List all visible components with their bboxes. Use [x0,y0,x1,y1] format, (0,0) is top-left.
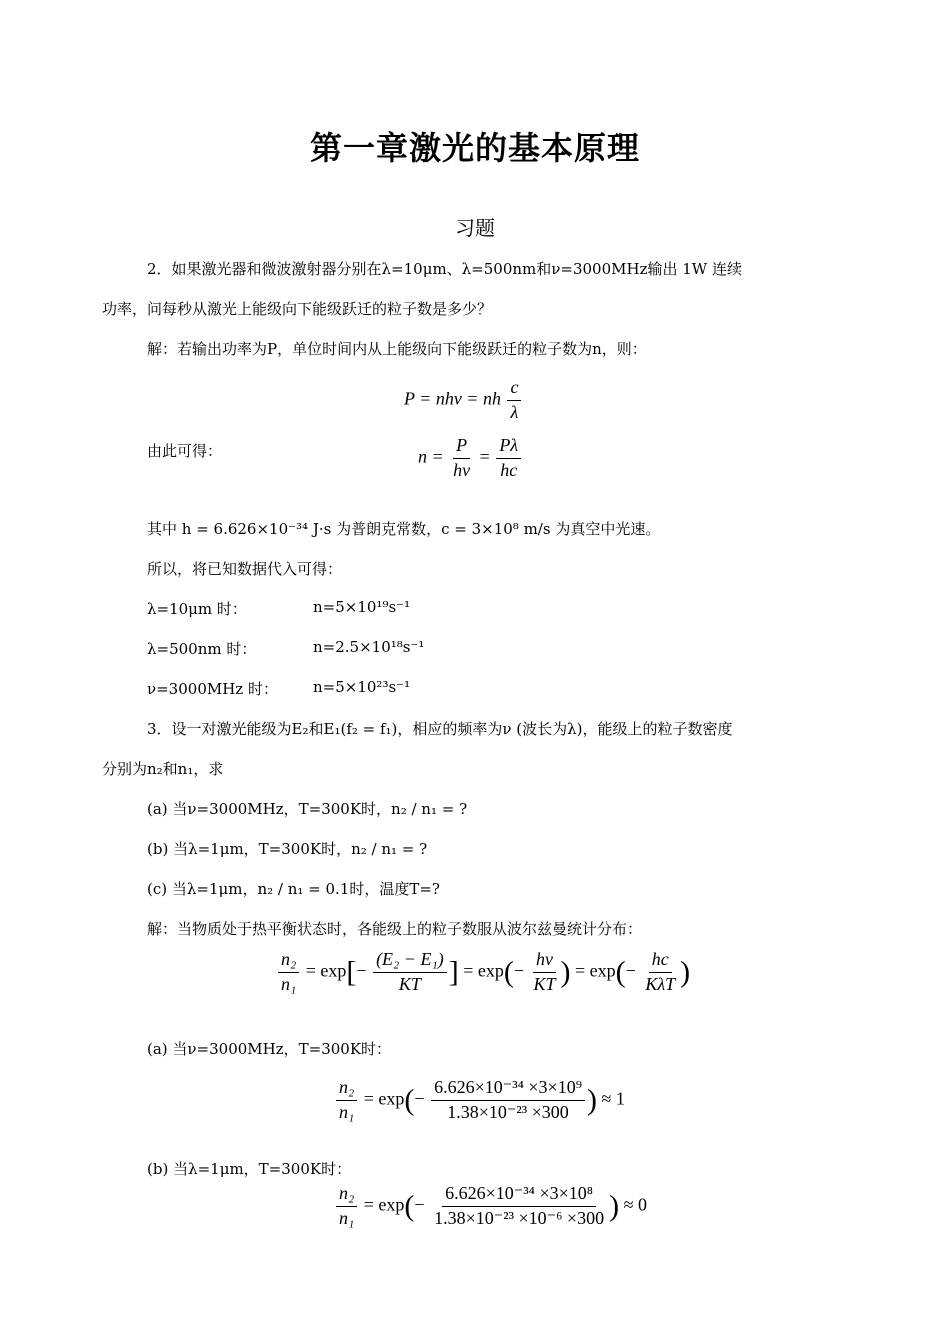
result-val-2: n=2.5×10¹⁸s⁻¹ [313,638,425,656]
eq2-lhs: n = [418,446,444,467]
result-val-1: n=5×10¹⁹s⁻¹ [313,598,411,616]
boltz-frac1-num: (E₂ − E₁) [373,950,447,973]
result-cond-1: λ=10μm 时： [147,600,247,618]
eq1-num: c [507,378,521,401]
boltz-lhs-num: n₂ [278,950,299,973]
boltz-frac2-den: KT [533,973,556,994]
q2-solution: 解：若输出功率为P，单位时间内从上能级向下能级跃迁的粒子数为n，则： [147,340,647,358]
q2-line1: 2．如果激光器和微波激射器分别在λ=10μm、λ=500nm和ν=3000MHz输出 1W 连续 [147,260,742,278]
boltz-lhs [278,950,299,995]
eq2-frac2-den: hc [500,459,518,480]
part-a-lhs [336,1078,357,1123]
boltz-lhs-den: n₁ [281,973,297,994]
boltz-frac3 [642,950,678,995]
boltzmann-equation: $\frac{\text{n₂}}{\text{n₁}}$ = exp[− $\frac{\text{(E₂ − E₁)}}{KT}$ ] = exp(− $\frac{h\nu}{KT}$ ) = exp(− $\frac{hc}{\text{KλT}}$ ) [276,950,690,995]
eq1-fraction [507,378,521,423]
part-a-den: 1.38×10⁻²³ ×300 [447,1101,569,1122]
q2-line2: 功率，问每秒从激光上能级向下能级跃迁的粒子数是多少？ [102,300,493,318]
part-b-exp: = exp [363,1194,405,1215]
part-a-equation: $\frac{\text{n₂}}{\text{n₁}}$ = exp(− $\frac{\text{6.626×10⁻³⁴ ×3×10⁹}}{\text{1.38×10⁻²³ ×300}}$ ) ≈ 1 [334,1078,625,1123]
constants-line: 其中 h = 6.626×10⁻³⁴ J·s 为普朗克常数，c = 3×10⁸ m/s 为真空中光速。 [147,520,661,538]
result-cond-3: ν=3000MHz 时： [147,680,278,698]
boltz-frac3-den: KλT [645,973,676,994]
part-b-fraction [431,1184,607,1229]
part-a-lhs-num: n₂ [336,1078,357,1101]
eq1-den: λ [510,401,519,422]
q3-solution: 解：当物质处于热平衡状态时，各能级上的粒子数服从波尔兹曼统计分布： [147,920,643,938]
part-a-fraction [431,1078,585,1123]
part-b-label: (b) 当λ=1μm，T=300K时： [147,1160,352,1178]
part-a-exp: = exp [363,1088,405,1109]
part-b-equation: $\frac{\text{n₂}}{\text{n₁}}$ = exp(− $\frac{\text{6.626×10⁻³⁴ ×3×10⁸}}{\text{1.38×10⁻²³ ×10⁻⁶ ×300}}$ ) ≈ 0 [334,1184,647,1229]
eq2-frac1-den: hν [453,459,471,480]
boltz-frac1-den: KT [398,973,421,994]
part-a-num: 6.626×10⁻³⁴ ×3×10⁹ [431,1078,585,1101]
therefore-line: 所以，将已知数据代入可得： [147,560,343,578]
boltz-exp-2: = exp [463,960,504,981]
result-cond-2: λ=500nm 时： [147,640,257,658]
boltz-exp-1: = exp [305,960,347,981]
q3-part-a: (a) 当ν=3000MHz，T=300K时，n₂ / n₁ = ? [147,800,468,818]
part-b-lhs-num: n₂ [336,1184,357,1207]
part-a-label: (a) 当ν=3000MHz，T=300K时： [147,1040,392,1058]
part-b-lhs [336,1184,357,1229]
part-b-den: 1.38×10⁻²³ ×10⁻⁶ ×300 [434,1207,605,1228]
page-title: 第一章激光的基本原理 [309,129,640,167]
boltz-frac1 [373,950,447,995]
q3-line1: 3．设一对激光能级为E₂和E₁(f₂ = f₁)，相应的频率为ν (波长为λ)，能级上的粒子数密度 [147,720,733,738]
result-val-3: n=5×10²³s⁻¹ [313,678,411,696]
q3-line2: 分别为n₂和n₁，求 [102,760,224,778]
eq2-frac2-num: Pλ [496,436,521,459]
part-a-lhs-den: n₁ [339,1101,355,1122]
eq2-frac1-num: P [453,436,470,459]
part-b-lhs-den: n₁ [339,1207,355,1228]
equation-power [404,378,523,423]
boltz-frac2 [531,950,559,995]
boltz-exp-3: = exp [575,960,616,981]
boltz-frac2-num: hν [533,950,556,973]
q3-part-c: (c) 当λ=1μm，n₂ / n₁ = 0.1时，温度T=? [147,880,440,898]
part-b-num: 6.626×10⁻³⁴ ×3×10⁸ [442,1184,596,1207]
derive-label: 由此可得： [147,442,223,460]
eq2-frac2 [496,436,521,481]
part-a-result: ≈ 1 [601,1088,625,1109]
boltz-frac3-num: hc [649,950,672,973]
eq1-text: P = nhν = nh [404,388,501,409]
q3-part-b: (b) 当λ=1μm，T=300K时，n₂ / n₁ = ? [147,840,428,858]
section-subtitle: 习题 [455,216,495,240]
part-b-result: ≈ 0 [623,1194,647,1215]
eq2-frac1 [450,436,473,481]
equation-n: n = $\frac{P}{h\nu}$ = $\frac{P\lambda}{hc}$ [418,436,523,481]
